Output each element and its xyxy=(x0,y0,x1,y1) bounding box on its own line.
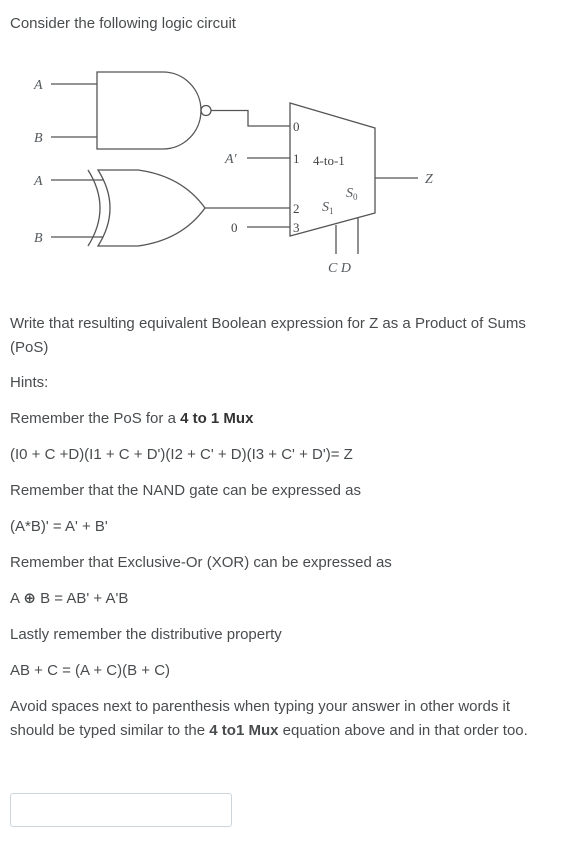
wire-nand-out xyxy=(211,111,290,127)
hints-label: Hints: xyxy=(10,374,49,391)
xor-equation-b: B = AB' + A'B xyxy=(40,590,129,607)
distributive-equation: AB + C = (A + C)(B + C) xyxy=(10,662,171,679)
xor-equation xyxy=(10,587,128,611)
select-s1-letter: S xyxy=(322,200,329,215)
nand-hint: Remember that the NAND gate can be expressed as xyxy=(10,482,362,499)
mux-input-2-label: 2 xyxy=(293,201,300,216)
xor-input-a-label: A xyxy=(34,174,43,189)
avoid-text-bold: 4 to1 Mux xyxy=(209,722,279,739)
mux-hint xyxy=(10,407,253,431)
nand-equation: (A*B)' = A' + B' xyxy=(10,518,108,535)
xor-hint: Remember that Exclusive-Or (XOR) can be expressed as xyxy=(10,554,392,571)
mux-input-0-label: 0 xyxy=(293,119,300,134)
logic-circuit-diagram xyxy=(0,60,450,290)
mux-body xyxy=(290,103,375,236)
nand-input-a-label: A xyxy=(34,78,43,93)
select-lines-label: C D xyxy=(328,261,351,276)
mux-input-3-label: 3 xyxy=(293,220,300,235)
xor-input-b-label: B xyxy=(34,231,43,246)
avoid-text-suffix: equation above and in that order too. xyxy=(278,722,528,739)
select-s0-sub: 0 xyxy=(353,192,358,202)
avoid-text-prefix: Avoid spaces next to parenthesis when typing your answer in other words it should be typed similar to the xyxy=(10,698,510,739)
input-3-signal-label: 0 xyxy=(231,220,238,235)
mux-hint-bold: 4 to 1 Mux xyxy=(180,410,254,427)
xor-symbol: ⊕ xyxy=(23,590,36,607)
mux-hint-prefix: Remember the PoS for a xyxy=(10,410,181,427)
question-intro: Consider the following logic circuit xyxy=(10,15,236,32)
nand-gate xyxy=(97,72,201,149)
select-s1-label xyxy=(322,200,334,216)
select-s0-letter: S xyxy=(346,186,353,201)
answer-input[interactable] xyxy=(10,793,232,827)
xor-equation-a: A xyxy=(10,590,20,607)
mux-input-1-label: 1 xyxy=(293,151,300,166)
nand-input-b-label: B xyxy=(34,131,43,146)
select-s1-sub: 1 xyxy=(329,206,334,216)
output-z-label: Z xyxy=(425,172,433,187)
input-1-signal-label: A′ xyxy=(225,152,237,167)
mux-equation: (I0 + C +D)(I1 + C + D')(I2 + C' + D)(I3 + C' + D')= Z xyxy=(10,446,353,463)
avoid-spaces-note xyxy=(10,695,555,743)
xor-gate-back-curve xyxy=(88,170,100,246)
xor-gate-body xyxy=(98,170,205,246)
select-s0-label xyxy=(346,186,358,202)
nand-bubble xyxy=(201,106,211,116)
mux-type-label: 4-to-1 xyxy=(313,153,345,168)
distributive-hint: Lastly remember the distributive property xyxy=(10,626,282,643)
question-prompt: Write that resulting equivalent Boolean expression for Z as a Product of Sums (PoS) xyxy=(10,315,526,356)
